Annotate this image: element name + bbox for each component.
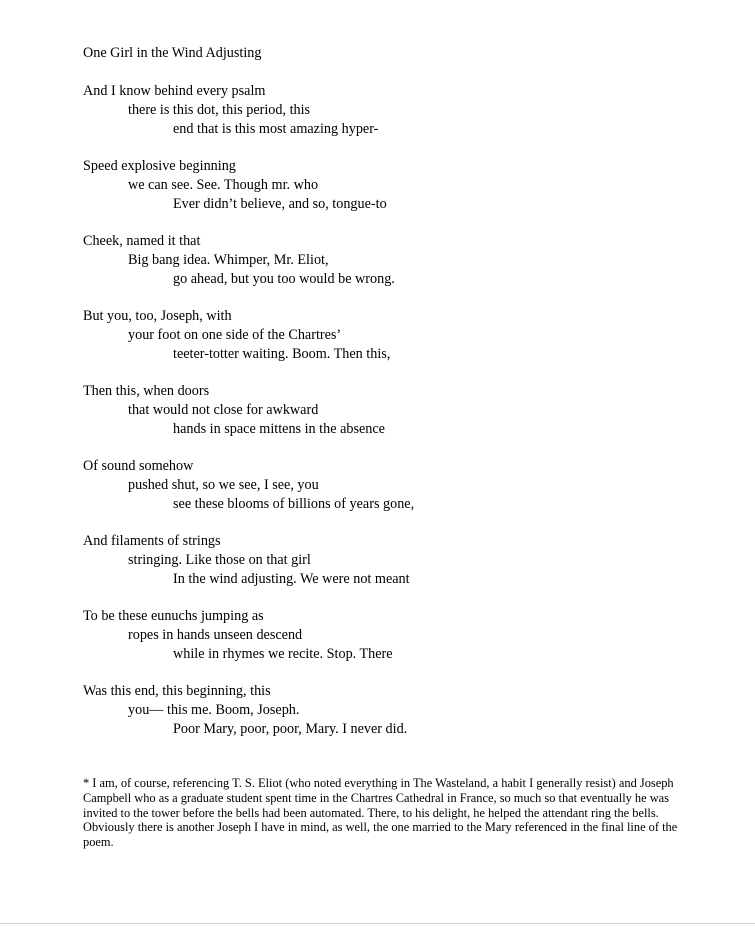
stanza-line: But you, too, Joseph, with: [83, 308, 232, 324]
stanza-line: you— this me. Boom, Joseph.: [128, 701, 300, 718]
stanza-3: [83, 232, 723, 288]
stanza-line: In the wind adjusting. We were not meant: [173, 570, 410, 587]
stanza-line: Cheek, named it that: [83, 233, 201, 249]
stanza-6: [83, 457, 723, 513]
stanza-line: Speed explosive beginning: [83, 158, 236, 174]
stanza-line: To be these eunuchs jumping as: [83, 608, 264, 624]
poem-title: One Girl in the Wind Adjusting: [83, 45, 262, 61]
stanza-5: [83, 382, 723, 438]
stanza-line: pushed shut, so we see, I see, you: [128, 476, 319, 493]
stanza-line: Then this, when doors: [83, 383, 210, 399]
stanza-line: Ever didn’t believe, and so, tongue-to: [173, 195, 387, 212]
page-bottom-divider: [0, 923, 755, 924]
stanza-7: [83, 532, 723, 588]
stanza-line: while in rhymes we recite. Stop. There: [173, 645, 393, 662]
stanza-line: we can see. See. Though mr. who: [128, 176, 319, 193]
stanza-4: [83, 307, 723, 363]
stanza-9: [83, 682, 723, 738]
stanza-line: there is this dot, this period, this: [128, 101, 311, 118]
stanza-line: Big bang idea. Whimper, Mr. Eliot,: [128, 251, 329, 268]
stanza-line: hands in space mittens in the absence: [173, 420, 385, 437]
stanza-line: that would not close for awkward: [128, 401, 319, 418]
stanza-2: [83, 157, 723, 213]
stanza-line: stringing. Like those on that girl: [128, 551, 311, 568]
stanza-1: [83, 82, 723, 138]
stanza-8: [83, 607, 723, 663]
stanza-line: your foot on one side of the Chartres’: [128, 326, 342, 343]
stanza-line: Poor Mary, poor, poor, Mary. I never did.: [173, 720, 408, 737]
stanza-line: Of sound somehow: [83, 458, 194, 474]
stanza-line: Was this end, this beginning, this: [83, 683, 271, 699]
stanza-line: teeter-totter waiting. Boom. Then this,: [173, 345, 391, 362]
stanza-line: And filaments of strings: [83, 533, 221, 549]
stanza-line: see these blooms of billions of years gone,: [173, 495, 415, 512]
stanza-line: go ahead, but you too would be wrong.: [173, 270, 395, 287]
footnote: * I am, of course, referencing T. S. Eliot (who noted everything in The Wasteland, a habit I generally resist) and Joseph Campbell who as a graduate student spent time in the Chartres Cathedral in France, so much so that eventually he was invited to the tower before the bells had been automated. There, to his delight, he helped the attendant ring the bells. Obviously there is another Joseph I have in mind, as well, the one married to the Mary referenced in the final line of the poem.: [83, 776, 678, 850]
stanza-line: end that is this most amazing hyper-: [173, 120, 379, 137]
stanza-line: ropes in hands unseen descend: [128, 626, 303, 643]
stanza-line: And I know behind every psalm: [83, 83, 266, 99]
